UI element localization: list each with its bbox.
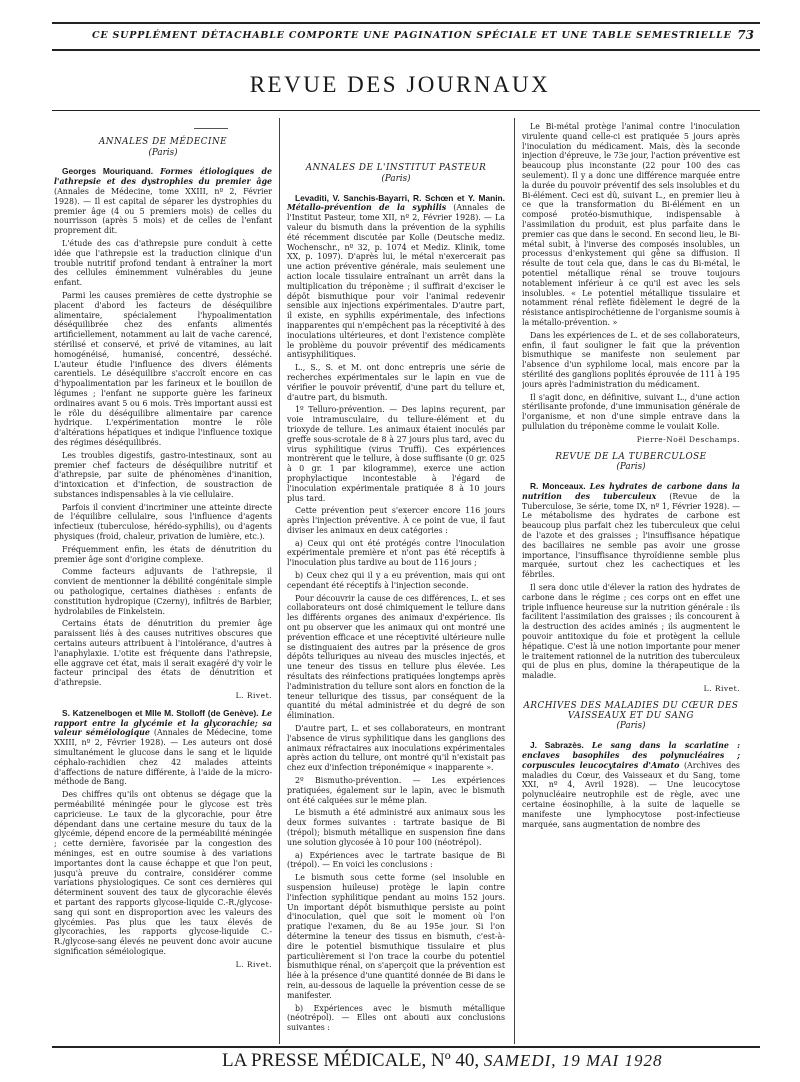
article-body: (Archives des maladies du Cœur, des Vaisseaux et du Sang, tome XXI, nº 4, Avril 1928). — Une leucocytose polynucléaire neutrophile est de règle, avec une certaine éosinophilie, à la suite de laquelle se manifeste une lymphocytose post-infectieuse marquée, sans augmentation de nombre des (522, 760, 740, 829)
article-sabrazes (522, 741, 740, 829)
article-paragraph: Il s'agit donc, en définitive, suivant L., d'une action stérilisante profonde, d'une immunisation générale de l'organisme, et non d'une simple entrave dans la pullulation du tréponème comme le voulait Kolle. (522, 392, 740, 431)
decorative-rule (194, 128, 228, 129)
article-levaditi (287, 194, 505, 1033)
article-paragraph: a) Expériences avec le tartrate basique de Bi (trépol). — En voici les conclusions : (287, 850, 505, 870)
page-footer (52, 1046, 760, 1076)
article-title: Formes étiologiques de l'athrepsie et des dystrophies du premier âge (54, 167, 272, 187)
article-lead (522, 741, 740, 829)
article-author: Levaditi, V. Sanchis-Bayarri, R. Schœn et Y. Manin. (295, 192, 505, 203)
article-paragraph: Parfois il convient d'incriminer une atteinte directe de l'équilibre cellulaire, sous l'influence d'agents infectieux (tuberculose, hérédo-syphilis), ou d'agents physiques (froid, chaleur, privation de lumière, etc.). (54, 502, 272, 542)
article-body: (Annales de l'Institut Pasteur, tome XII, nº 2, Février 1928). — La valeur du bismuth dans la prévention de la syphilis été récemment discutée par Kolle (Deutsche mediz. Wochenschr., nº 32, p. 1074 et Mediz. Klinik, tome XX, p. 1097). D'après lui, le métal n'exercerait pas une action préventive générale, mais seulement une action locale tissulaire entraînant un arrêt dans la multiplication du tréponème ; il suffirait d'exciser le dépôt bismuthique pour voir l'animal redevenir sensible aux injections expérimentales. D'autre part, il existe, en syphilis expérimentale, des infections inapparentes qui n'empêchent pas la réceptivité à des inoculations ultérieures, et dont l'existence complète le problème du pouvoir préventif des médicaments antisyphilitiques. (287, 203, 505, 360)
article-katzenelbogen (54, 709, 272, 970)
footer-line (222, 1050, 662, 1072)
article-paragraph: Dans les expériences de L. et de ses collaborateurs, enfin, il faut souligner le fait que la prévention bismuthique se manifeste non seulement par l'absence d'un syphilome local, mais encore par la stérilité des ganglions poplités éprouvée de 111 à 195 jours après l'administration du médicament. (522, 330, 740, 389)
article-paragraph: Il sera donc utile d'élever la ration des hydrates de carbone dans le régime ; ces corps ont en effet une triple influence heureuse sur la nutrition générale : ils facilitent l'assimilation des graisses ; ils concourent à la destruction des acides aminés ; ils augmentent le pouvoir antitoxique du foie et protègent la cellule hépatique. C'est là une notion importante pour mener le traitement rationnel de la nutrition des tuberculeux qui de plus en plus, domine la thérapeutique de la maladie. (522, 583, 740, 681)
column-3 (522, 122, 740, 1042)
article-paragraph: a) Ceux qui ont été protégés contre l'inoculation expérimentale première et n'ont pas été réceptifs à l'inoculation plus tardive au bout de 116 jours ; (287, 538, 505, 568)
article-author: R. Monceaux. (530, 481, 586, 492)
page-number: 73 (737, 28, 754, 42)
section-city-pasteur: (Paris) (381, 173, 411, 184)
section-heading-medecine: ANNALES DE MÉDECINE (98, 136, 228, 147)
article-body: (Annales de Médecine, tome XXIII, nº 2, Février 1928). — Il est capital de séparer les dystrophies du premier âge (4 ou 5 premiers mois) de celles du nourrisson (après 5 mois) et de celles de l'enfant proprement dit. (54, 186, 272, 236)
article-lead (522, 482, 740, 580)
article-title: Métallo-prévention de la syphilis (287, 203, 447, 213)
article-paragraph: Le bismuth sous cette forme (sel insoluble en suspension huileuse) protège le lapin contre l'infection syphilitique pendant au moins 152 jours. Un important dépôt bismuthique persiste au point d'inoculation, quel que soit le moment où l'on pratique l'examen, du 8e au 195e jour. Si l'on détermine la teneur des tissus en bismuth, c'est-à-dire le potentiel bismuthique tissulaire et plus particulièrement si l'on trace la courbe du potentiel bismuthique rénal, on s'aperçoit que la prévention est liée à la présence d'une quantité donnée de Bi dans le rein, au-dessous de laquelle la prévention cesse de se manifester. (287, 873, 505, 1000)
article-paragraph: Cette prévention peut s'exercer encore 116 jours après l'injection préventive. À ce point de vue, il faut diviser les animaux en deux catégories : (287, 506, 505, 535)
article-lead (287, 194, 505, 361)
article-paragraph: L'étude des cas d'athrepsie pure conduit à cette idée que l'athrepsie est la traduction clinique d'un trouble nutritif profond tendant à entraîner la mort des cellules éminemment vulnérables du jeune enfant. (54, 238, 272, 288)
article-paragraph: D'autre part, L. et ses collaborateurs, en montrant l'absence de virus syphilitique dans les ganglions des animaux réfractaires aux inoculations expérimentales après action du tellure, ont montré qu'il n'existait pas chez eux d'infection tréponémique « inapparente ». (287, 724, 505, 773)
article-paragraph: Certains états de dénutrition du premier âge paraissent liés à des causes nutritives obscures que certains auteurs attribuent à l'intolérance, d'autres à l'anaphylaxie. L'otite est fréquente dans l'athrepsie, elle aggrave cet état, mais il serait exagéré d'y voir le facteur principal des états de dénutrition et d'athrepsie. (54, 619, 272, 688)
article-paragraph: Parmi les causes premières de cette dystrophie se placent d'abord les facteurs de déséquilibre alimentaire, spécialement l'hypoalimentation déséquilibrée chez des enfants alimentés artificiellement, notamment au lait de vache carencé, stérilisé et conservé, et privé de vitamines, au lait homogénéisé, humanisé, concentré, desséché. L'auteur étudie l'influence des divers éléments carentiels. Le déséquilibre s'accroît encore en cas d'hypoalimentation par les farineux et le bouillon de légumes ; l'enfant ne supporte guère les farineux ordinaires avant 5 ou 6 mois. Très important aussi est le rôle du déséquilibre alimentaire par carence hydrique. L'expérimentation montre le rôle d'altérations hépatiques et indique l'influence toxique des régimes déséquilibrés. (54, 290, 272, 447)
article-author: Georges Mouriquand. (62, 166, 154, 177)
section-heading-tuberculose: REVUE DE LA TUBERCULOSE (555, 451, 707, 462)
article-lead (54, 167, 272, 236)
article-paragraph: 1º Telluro-prévention. — Des lapins reçurent, par voie intramusculaire, du tellure-élément et du trioxyde de tellure. Les animaux étaient inoculés par greffe sous-scrotale de 8 à 27 jours plus tard, avec du virus syphilitique (virus Truffi). Ces expériences montrèrent que le tellure, à dose suffisante (0 gr. 025 à 0 gr. 1 par kilogramme), exerce une action prophylactique incontestable à l'égard de l'inoculation expérimentale pratiquée 8 à 10 jours plus tard. (287, 405, 505, 503)
column-2 (287, 122, 505, 1042)
article-author: J. Sabrazès. (530, 740, 584, 751)
article-paragraph: Pour découvrir la cause de ces différences, L. et ses collaborateurs ont dosé chimiquement le tellure dans les différents organes des animaux d'expérience. Ils ont pu observer que les animaux qui ont montré une prévention efficace et une réceptivité ultérieure nulle se distinguaient des autres par la présence de gros dépôts telluriques au niveau des muscles injectés, et une teneur des tissus en tellure plus élevée. Les résultats des réinfections pratiquées longtemps après l'administration du tellure sont alors en fonction de la teneur tellurique des tissus, par conséquent de la quantité du métal administrée et du degré de son élimination. (287, 593, 505, 721)
article-author: S. Katzenelbogen et Mlle M. Stolloff (de Genève). (62, 707, 259, 718)
section-heading-pasteur: ANNALES DE L'INSTITUT PASTEUR (305, 163, 487, 173)
article-mouriquand (54, 167, 272, 700)
title-rule (52, 110, 760, 111)
article-body: (Annales de Médecine, tome XXIII, nº 2, Février 1928). — Les auteurs ont dosé simultanément le glucose dans le sang et le liquide céphalo-rachidien chez 42 malades atteints d'affections de nature différente, à l'aide de la micro-méthode de Bang. (54, 728, 272, 787)
article-paragraph: Comme facteurs adjuvants de l'athrepsie, il convient de mentionner la débilité congénitale simple ou pathologique, certaines diathèses : enfants de constitution hydropique (Czerny), infiltrés de Barbier, hydrolabiles de Finkelstein. (54, 567, 272, 616)
article-paragraph: Fréquemment enfin, les états de dénutrition du premier âge sont d'origine complexe. (54, 544, 272, 564)
article-title: Les hydrates de carbone dans la nutrition des tuberculeux (522, 482, 740, 501)
section-city-coeur: (Paris) (616, 721, 646, 732)
top-band (52, 22, 760, 51)
page-title: REVUE DES JOURNAUX (249, 72, 551, 97)
article-signature: Pierre-Noël Deschamps. (636, 434, 740, 444)
article-signature: L. Rivet. (703, 684, 740, 694)
article-paragraph: b) Expériences avec le bismuth métallique (néotrépol). — Elles ont abouti aux conclusions suivantes : (287, 1003, 505, 1033)
article-body: (Revue de la Tuberculose, 3e série, tome IX, nº 1, Février 1928). — Le métabolisme des hydrates de carbone est beaucoup plus parfait chez les tuberculeux que celui de l'azote et des graisses ; l'insuffisance hépatique des bacillaires ne semble pas avoir une grosse importance, l'insuffisance thyroïdienne semble plus marquée, surtout chez les cachectiques et les fébriles. (522, 491, 740, 580)
article-paragraph: 2º Bismutho-prévention. — Les expériences pratiquées, également sur le lapin, avec le bismuth ont été calquées sur le même plan. (287, 776, 505, 805)
footer-date: SAMEDI, 19 MAI 1928 (483, 1051, 663, 1070)
article-paragraph: b) Ceux chez qui il y a eu prévention, mais qui ont cependant été réceptifs à l'injection seconde. (287, 571, 505, 590)
article-paragraph: Le Bi-métal protège l'animal contre l'inoculation virulente quand celle-ci est pratiquée 5 jours après l'inoculation du médicament. Mais, dès la seconde injection d'épreuve, le 73e jour, l'action préventive est beaucoup plus inconstante (22 pour 100 des cas seulement). Il y a donc une différence marquée entre la durée du pouvoir préventif des sels insolubles et du Bi-élément. Ceci est dû, suivant L., en premier lieu à ce que la transformation du Bi-élément en un composé protéo-bismuthique, indispensable à l'assimilation du produit, est plus parfaite dans le premier cas que dans le second. En second lieu, le Bi-métal subit, à l'inverse des composés insolubles, un processus d'enkystement qui gêne sa diffusion. Il résulte de tout cela que, dans le cas du Bi-métal, le potentiel métallique rénal se trouve toujours notablement inférieur à ce qu'il est avec les sels insolubles. « Le potentiel métallique tissulaire et notamment rénal reflète fidèlement le degré de la résistance antispirochétienne de l'organisme soumis à la métallo-prévention. » (522, 122, 740, 327)
article-monceaux (522, 482, 740, 694)
article-signature: L. Rivet. (235, 959, 272, 969)
article-paragraph: Le bismuth a été administré aux animaux sous les deux formes suivantes : tartrate basique de Bi (trépol); bismuth métallique en suspension fine dans une solution glycosée à 10 pour 100 (néotrépol). (287, 808, 505, 847)
article-paragraph: Les troubles digestifs, gastro-intestinaux, sont au premier chef facteurs de déséquilibre nutritif et d'athrepsie, par suite de phénomènes d'inanition, d'intoxication et d'infection, de soustraction de substances indispensables à la vie cellulaire. (54, 450, 272, 499)
article-lead (54, 709, 272, 787)
column-divider-1 (279, 118, 280, 1044)
article-signature: L. Rivet. (235, 691, 272, 701)
supplement-notice: CE SUPPLÉMENT DÉTACHABLE COMPORTE UNE PAGINATION SPÉCIALE ET UNE TABLE SEMESTRIELLE (92, 30, 732, 41)
column-1 (54, 122, 272, 1042)
section-city-tuberculose: (Paris) (616, 462, 646, 473)
footer-journal: LA PRESSE MÉDICALE, Nº 40, (222, 1050, 480, 1071)
column-divider-2 (514, 118, 515, 1044)
section-city-medecine: (Paris) (148, 147, 178, 158)
article-paragraph: Des chiffres qu'ils ont obtenus se dégage que la perméabilité méningée pour le glycose est très capricieuse. Le taux de la glycorachie, pour être dépendant dans une certaine mesure du taux de la glycémie, dépend encore de la perméabilité méningée ; cette dernière, favorisée par la congestion des méninges, est en outre soumise à des variations importantes dont la cause échappe et que l'on peut, jusqu'à preuve du contraire, considérer comme variations physiologiques. Ce sont ces dernières qui déterminent souvent des taux de glycorachie élevés et partant des rapports glycose-liquide C.-R./glycose-sang qui sont en disproportion avec les valeurs des glycémies. Pas plus que les taux élevés de glycorachies, les rapports glycose-liquide C.-R./glycose-sang élevés ne peuvent donc avoir aucune signification séméiologique. (54, 790, 272, 956)
article-title: Le sang dans la scarlatine : enclaves basophiles des polynucléaires ; corpuscules leucocytaires d'Amato (522, 741, 740, 770)
section-heading-coeur: ARCHIVES DES MALADIES DU CŒUR DES VAISSEAUX ET DU SANG (523, 700, 739, 721)
article-title: Le rapport entre la glycémie et la glycorachie; sa valeur séméiologique (54, 708, 272, 738)
article-paragraph: L., S., S. et M. ont donc entrepris une série de recherches expérimentales sur le lapin en vue de vérifier le pouvoir préventif, d'une part du tellure et, d'autre part, du bismuth. (287, 363, 505, 402)
